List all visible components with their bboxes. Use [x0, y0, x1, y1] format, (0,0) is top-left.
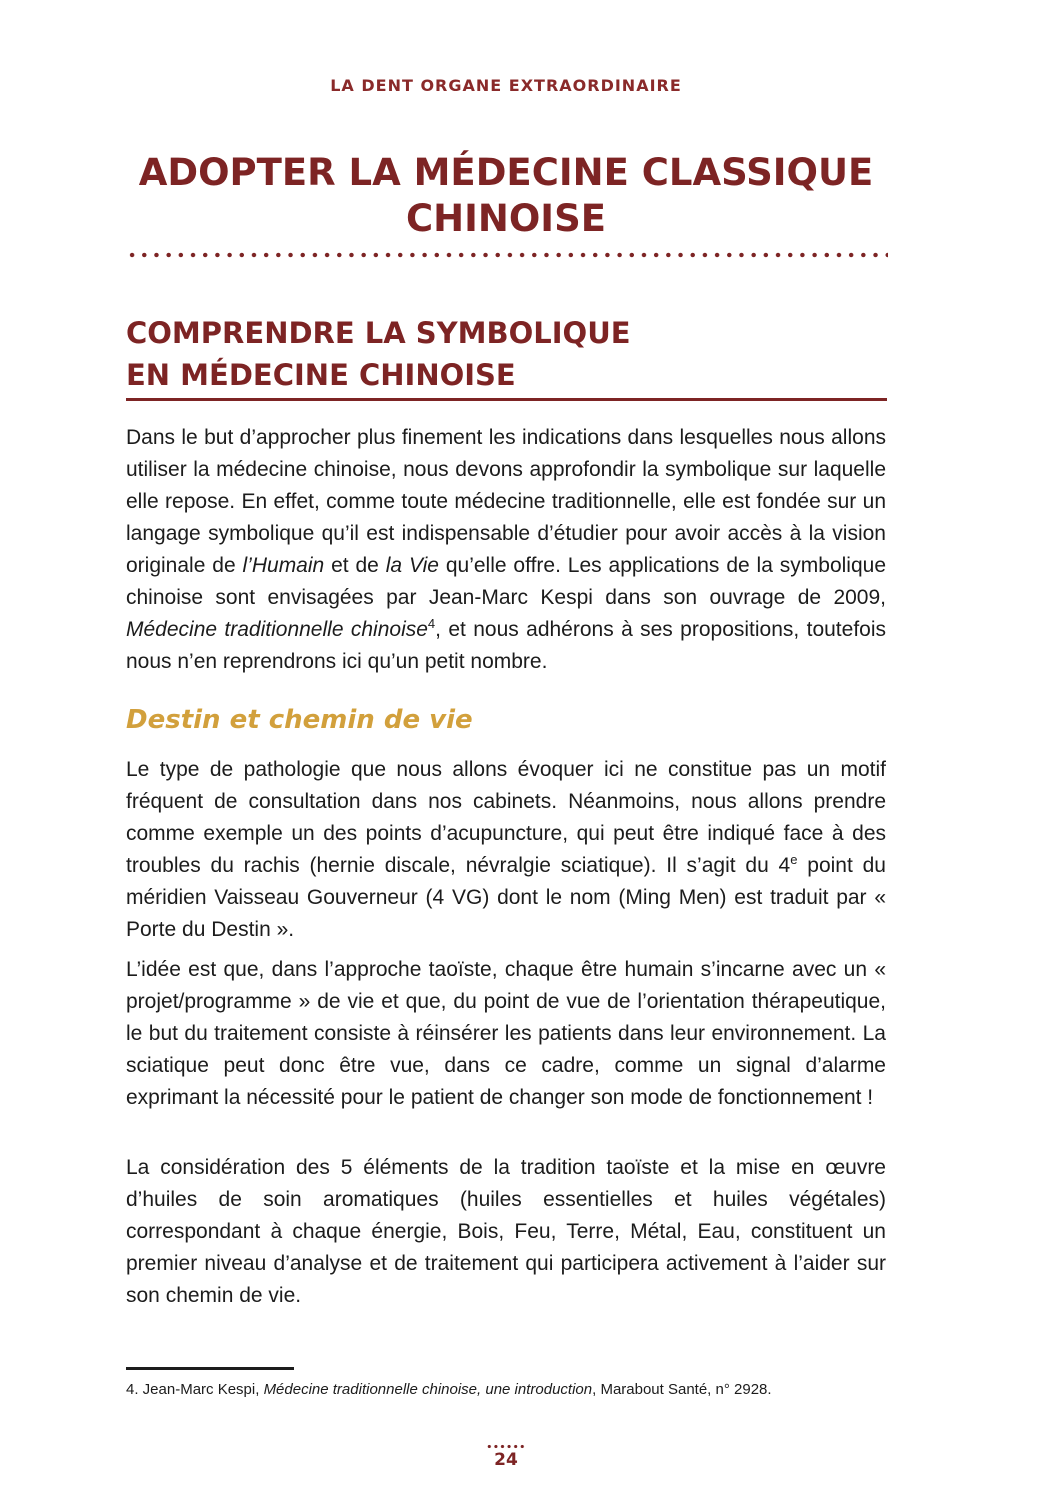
paragraph-4: La considération des 5 éléments de la tradition taoïste et la mise en œuvre d’huiles de soin aromatiques (huiles essentielles et huiles végétales) correspondant à chaque énergie, Bois, Feu, Terre, Métal, Eau, constituent un premier niveau d’analyse et de traitement qui participera activement à l’aider sur son chemin de vie.: [126, 1156, 886, 1307]
footnote: 4. Jean-Marc Kespi, Médecine traditionnelle chinoise, une introduction, Marabout Santé, n° 2928.: [126, 1381, 772, 1398]
dotted-divider: [126, 251, 888, 259]
running-header: LA DENT ORGANE EXTRAORDINAIRE: [330, 76, 682, 95]
footnote-ref: 4: [427, 616, 436, 631]
page-number-dots: [486, 1444, 526, 1449]
chapter-title: ADOPTER LA MÉDECINE CLASSIQUE CHINOISE: [138, 151, 874, 240]
section-rule: [126, 398, 887, 401]
paragraph-1: Dans le but d’approcher plus finement les indications dans lesquelles nous allons utiliser la médecine chinoise, nous devons approfondir la symbolique sur laquelle elle repose. En effet, comme toute médecine traditionnelle, elle est fondée sur un langage symbolique qu’il est indispensable d’étudier pour avoir accès à la vision originale de l’Humain et de la Vie qu’elle offre. Les applications de la symbolique chinoise sont envisagées par Jean-Marc Kespi dans son ouvrage de 2009, Médecine traditionnelle chinoise$^4$, et nous adhérons à ses propositions, toutefois nous n’en reprendrons ici qu’un petit nombre.: [126, 426, 886, 673]
section-title-line1: COMPRENDRE LA SYMBOLIQUE: [126, 316, 631, 350]
paragraph-2: Le type de pathologie que nous allons évoquer ici ne constitue pas un motif fréquent de consultation dans nos cabinets. Néanmoins, nous allons prendre comme exemple un des points d’acupuncture, qui peut être indiqué face à des troubles du rachis (hernie discale, névralgie sciatique). Il s’agit du 4e point du méridien Vaisseau Gouverneur (4 VG) dont le nom (Ming Men) est traduit par « Porte du Destin ».: [126, 758, 886, 941]
section-title-line2: EN MÉDECINE CHINOISE: [126, 358, 516, 392]
footnote-rule: [126, 1367, 294, 1370]
page-number: 24: [494, 1450, 518, 1470]
section-title: [126, 312, 886, 396]
paragraph-3: L’idée est que, dans l’approche taoïste, chaque être humain s’incarne avec un « projet/programme » de vie et que, du point de vue de l’orientation thérapeutique, le but du traitement consiste à réinsérer les patients dans leur environnement. La sciatique peut donc être vue, dans ce cadre, comme un signal d’alarme exprimant la nécessité pour le patient de changer son mode de fonctionnement !: [126, 958, 886, 1109]
subsection-title: Destin et chemin de vie: [126, 705, 473, 735]
